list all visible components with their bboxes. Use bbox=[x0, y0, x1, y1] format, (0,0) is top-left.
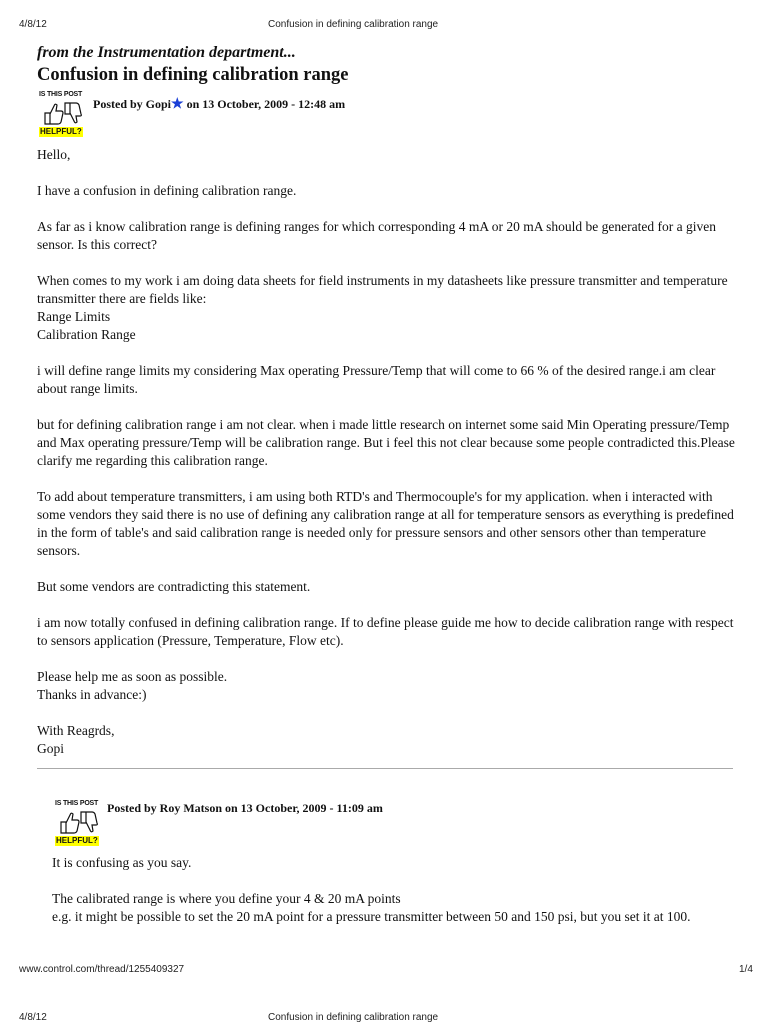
helpful-widget[interactable] bbox=[55, 800, 103, 850]
department-line: from the Instrumentation department... bbox=[37, 44, 296, 61]
star-icon: ★ bbox=[171, 97, 184, 112]
post-paragraph: It is confusing as you say. bbox=[52, 855, 192, 870]
post-date: on 13 October, 2009 - 12:48 am bbox=[186, 97, 346, 111]
post-paragraph: To add about temperature transmitters, i am using both RTD's and Thermocouple's for my application. when i interacted with some vendors they said there is no use of defining any calibration range at all for temperature sensors as everything is predefined in the form of table's and said calibration range is needed only for pressure sensors and other sensors other than temperature sensors. bbox=[37, 489, 734, 558]
post-paragraph: but for defining calibration range i am not clear. when i made little research on internet some said Min Operating pressure/Temp and Max operating pressure/Temp will be calibration range. But i feel this not clear because some people contradicted this.Please clarify me regarding this calibration range. bbox=[37, 417, 735, 468]
helpful-question: IS THIS POST bbox=[55, 800, 99, 807]
thumbs-up-down-icon[interactable] bbox=[58, 809, 98, 836]
helpful-question: IS THIS POST bbox=[39, 91, 83, 98]
helpful-tag: HELPFUL? bbox=[56, 836, 98, 845]
helpful-tag: HELPFUL? bbox=[40, 127, 82, 136]
print-header-date: 4/8/12 bbox=[19, 1012, 47, 1023]
post-paragraph: When comes to my work i am doing data sheets for field instruments in my datasheets like pressure transmitter and temperature transmitter there are fields like: Range Limits Calibration Range bbox=[37, 273, 728, 342]
post-paragraph: Please help me as soon as possible. Thanks in advance:) bbox=[37, 669, 228, 702]
print-footer-url: www.control.com/thread/1255409327 bbox=[19, 964, 185, 975]
post-body bbox=[37, 146, 737, 776]
post-paragraph: i am now totally confused in defining calibration range. If to define please guide me how to decide calibration range with respect to sensors application (Pressure, Temperature, Flow etc). bbox=[37, 615, 734, 648]
reply-body bbox=[52, 854, 742, 944]
author-name[interactable]: Gopi bbox=[145, 97, 172, 111]
post-paragraph: With Reagrds, Gopi bbox=[37, 723, 115, 756]
thumbs-up-down-icon[interactable] bbox=[42, 100, 82, 127]
post-byline bbox=[93, 96, 345, 113]
post-paragraph: As far as i know calibration range is defining ranges for which corresponding 4 mA or 20 mA should be generated for a given sensor. Is this correct? bbox=[37, 219, 716, 252]
print-header-title: Confusion in defining calibration range bbox=[268, 19, 439, 30]
thread-title: Confusion in defining calibration range bbox=[37, 65, 349, 85]
post-paragraph: But some vendors are contradicting this statement. bbox=[37, 579, 311, 594]
helpful-widget[interactable] bbox=[39, 91, 87, 141]
print-header-title: Confusion in defining calibration range bbox=[268, 1012, 439, 1023]
post-byline: Posted by Roy Matson on 13 October, 2009 - 11:09 am bbox=[107, 801, 383, 815]
post-paragraph: Hello, bbox=[37, 147, 71, 162]
print-footer-page-number: 1/4 bbox=[739, 964, 753, 975]
post-paragraph: The calibrated range is where you define your 4 & 20 mA points e.g. it might be possible to set the 20 mA point for a pressure transmitter between 50 and 150 psi, but you set it at 100. bbox=[52, 891, 691, 924]
byline-prefix: Posted by bbox=[93, 97, 143, 111]
post-paragraph: I have a confusion in defining calibration range. bbox=[37, 183, 297, 198]
post-paragraph: i will define range limits my considering Max operating Pressure/Temp that will come to 66 % of the desired range.i am clear about range limits. bbox=[37, 363, 716, 396]
print-header-date: 4/8/12 bbox=[19, 19, 47, 30]
post-divider bbox=[37, 768, 733, 769]
